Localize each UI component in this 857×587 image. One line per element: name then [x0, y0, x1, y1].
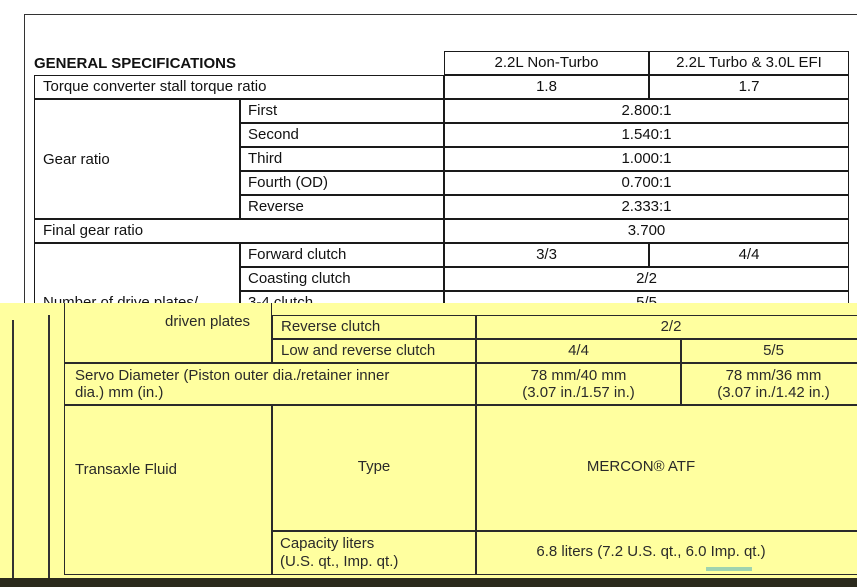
fluid-type-value: MERCON® ATF — [476, 405, 857, 531]
fluid-capacity-label-line2: (U.S. qt., Imp. qt.) — [280, 553, 399, 570]
servo-label-line1: Servo Diameter (Piston outer dia./retainer inner — [75, 367, 390, 384]
gear-row-first-label: First — [240, 99, 444, 123]
forward-clutch-label: Forward clutch — [240, 243, 444, 267]
reverse-clutch-label: Reverse clutch — [272, 315, 476, 339]
low-reverse-clutch-value-1: 4/4 — [476, 339, 681, 363]
fluid-type-label: Type — [272, 405, 476, 531]
col-header-turbo-efi: 2.2L Turbo & 3.0L EFI — [649, 51, 849, 75]
servo-value-1-line2: (3.07 in./1.57 in.) — [522, 384, 635, 401]
gear-row-second-value: 1.540:1 — [444, 123, 849, 147]
coasting-clutch-value: 2/2 — [444, 267, 849, 291]
gear-ratio-label: Gear ratio — [34, 99, 240, 219]
reverse-clutch-value: 2/2 — [476, 315, 857, 339]
gear-row-fourth-value: 0.700:1 — [444, 171, 849, 195]
final-gear-value: 3.700 — [444, 219, 849, 243]
fluid-capacity-label-line1: Capacity liters — [280, 535, 375, 552]
coasting-clutch-label: Coasting clutch — [240, 267, 444, 291]
gear-row-first-value: 2.800:1 — [444, 99, 849, 123]
bottom-dark-strip — [0, 578, 857, 587]
forward-clutch-value-1: 3/3 — [444, 243, 649, 267]
transaxle-fluid-label: Transaxle Fluid — [64, 405, 272, 575]
scan-artifact — [706, 567, 752, 571]
servo-value-2-line2: (3.07 in./1.42 in.) — [717, 384, 830, 401]
gear-row-second-label: Second — [240, 123, 444, 147]
gear-row-fourth-label: Fourth (OD) — [240, 171, 444, 195]
gear-row-third-label: Third — [240, 147, 444, 171]
servo-label — [64, 363, 476, 405]
fluid-capacity-value: 6.8 liters (7.2 U.S. qt., 6.0 Imp. qt.) — [476, 531, 857, 575]
plates-label-bottom: driven plates — [64, 303, 272, 363]
spec-title: GENERAL SPECIFICATIONS — [34, 55, 236, 72]
servo-value-1 — [476, 363, 681, 405]
fluid-capacity-label — [272, 531, 476, 575]
torque-value-2: 1.7 — [649, 75, 849, 99]
gear-row-reverse-label: Reverse — [240, 195, 444, 219]
left-margin-rule-2 — [48, 315, 50, 580]
forward-clutch-value-2: 4/4 — [649, 243, 849, 267]
servo-label-line2: dia.) mm (in.) — [75, 384, 164, 401]
final-gear-label: Final gear ratio — [34, 219, 444, 243]
servo-value-2 — [681, 363, 857, 405]
servo-value-1-line1: 78 mm/40 mm — [530, 367, 627, 384]
low-reverse-clutch-value-2: 5/5 — [681, 339, 857, 363]
left-margin-rule — [12, 320, 14, 580]
col-header-non-turbo: 2.2L Non-Turbo — [444, 51, 649, 75]
torque-value-1: 1.8 — [444, 75, 649, 99]
gear-row-third-value: 1.000:1 — [444, 147, 849, 171]
servo-value-2-line1: 78 mm/36 mm — [725, 367, 822, 384]
low-reverse-clutch-label: Low and reverse clutch — [272, 339, 476, 363]
gear-row-reverse-value: 2.333:1 — [444, 195, 849, 219]
torque-label: Torque converter stall torque ratio — [34, 75, 444, 99]
